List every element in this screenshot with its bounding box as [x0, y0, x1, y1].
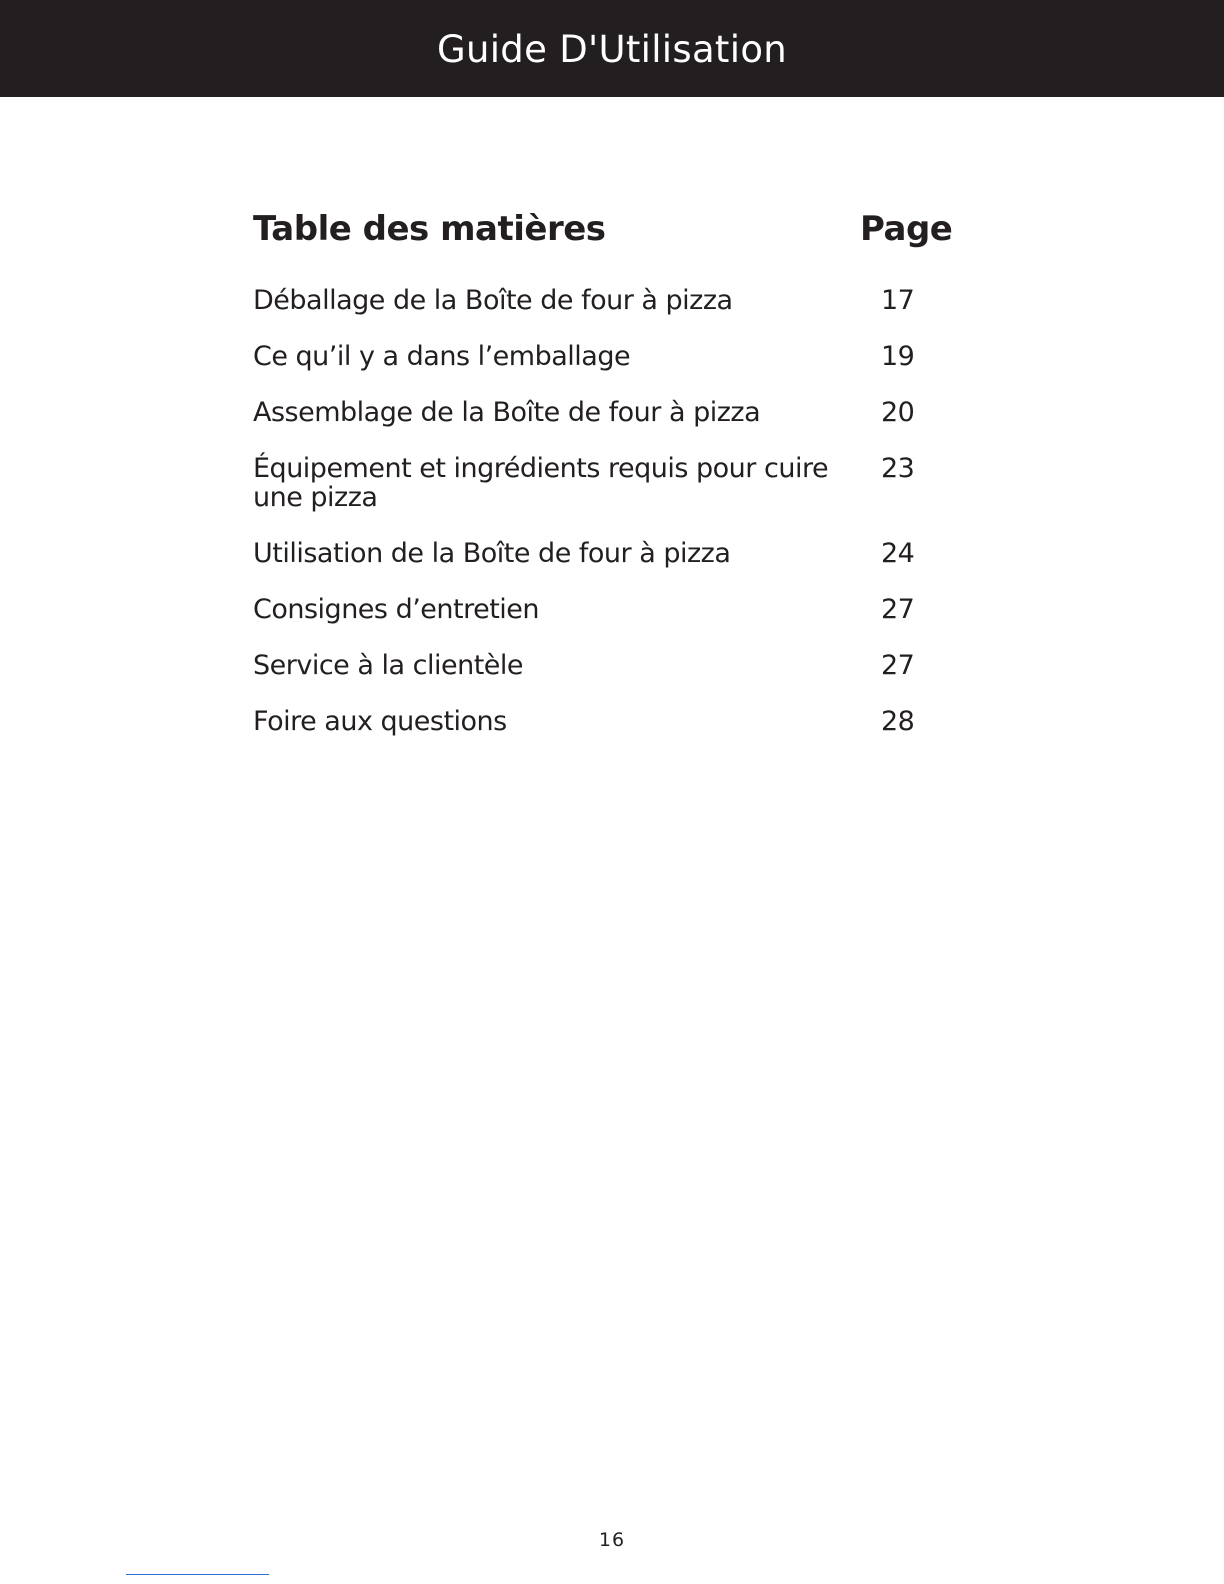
toc-header-row [253, 206, 953, 256]
toc-entry-page: 20 [881, 397, 915, 428]
toc-entry-page: 24 [881, 538, 915, 569]
toc-entry[interactable] [253, 454, 953, 512]
toc-entry-title: Assemblage de la Boîte de four à pizza [253, 397, 761, 428]
toc-entry-page: 19 [881, 341, 915, 372]
toc-entry-title: Équipement et ingrédients requis pour cuire une pizza [253, 453, 829, 513]
toc-entry[interactable] [253, 286, 953, 315]
page-title: Guide D'Utilisation [436, 28, 788, 71]
header-bar [0, 0, 1224, 97]
toc-entry[interactable] [253, 595, 953, 624]
toc-entry-list [253, 286, 953, 763]
toc-entry-page: 27 [881, 650, 915, 681]
toc-entry[interactable] [253, 342, 953, 371]
toc-entry-page: 23 [881, 453, 915, 484]
toc-entry-title: Déballage de la Boîte de four à pizza [253, 285, 733, 316]
toc-entry-title: Service à la clientèle [253, 650, 524, 681]
toc-entry-title: Consignes d’entretien [253, 594, 540, 625]
toc-entry-page: 17 [881, 285, 915, 316]
toc-entry[interactable] [253, 398, 953, 427]
toc-entry[interactable] [253, 707, 953, 736]
toc-entry[interactable] [253, 651, 953, 680]
toc-entry-page: 28 [881, 706, 915, 737]
toc-entry-title: Foire aux questions [253, 706, 507, 737]
toc-entry-title: Utilisation de la Boîte de four à pizza [253, 538, 731, 569]
table-of-contents [253, 206, 953, 737]
page-number: 16 [598, 1529, 626, 1551]
toc-entry-title: Ce qu’il y a dans l’emballage [253, 341, 631, 372]
toc-entry[interactable] [253, 539, 953, 568]
toc-page-column-heading: Page [860, 209, 953, 249]
toc-heading: Table des matières [253, 209, 606, 249]
footnote-divider [126, 1574, 269, 1575]
toc-entry-page: 27 [881, 594, 915, 625]
